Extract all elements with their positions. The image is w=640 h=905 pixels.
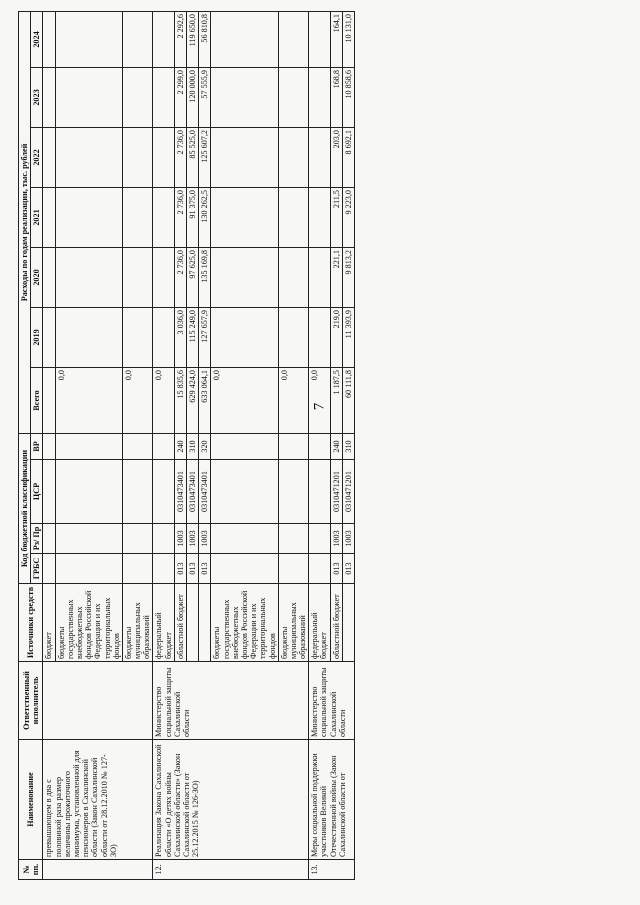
year-amount (122, 127, 153, 187)
year-amount: 2 736,0 (174, 247, 186, 307)
year-amount (55, 247, 122, 307)
year-amount (122, 187, 153, 247)
year-amount (309, 307, 330, 367)
vr-code: 310 (342, 433, 354, 459)
csr-code (278, 460, 309, 524)
header-year: 2022 (31, 127, 43, 187)
year-amount (55, 67, 122, 127)
measure-name: превышающем в два с половиной раза размер величины прожиточного минимума, установленной для пенсионеров в Сахалинской области (Закон Сахалинской области от 28.12.2010 № 127-ЗО) (43, 740, 153, 860)
budget-table (18, 11, 355, 880)
csr-code: 0310473401 (199, 460, 211, 524)
grbs-code: 013 (174, 554, 186, 584)
year-amount (43, 307, 55, 367)
total-amount: 0,0 (309, 367, 330, 433)
executor-name: Министерство социальной защиты Сахалинской области (309, 662, 355, 740)
measure-name: Реализация Закона Сахалинской области «О детях войны Сахалинской области» (Закон Сахалинской области от 25.12.2015 № 126-ЗО) (153, 740, 309, 860)
year-amount (43, 187, 55, 247)
page-number: 7 (311, 402, 328, 411)
vr-code: 240 (330, 433, 342, 459)
header-code-group: Код бюджетной классификации (19, 433, 31, 583)
header-year: 2023 (31, 67, 43, 127)
year-amount (153, 127, 174, 187)
grbs-code (211, 554, 278, 584)
funding-source: областной бюджет (174, 584, 186, 662)
header-sources: Источники средств (19, 584, 43, 662)
header-year: 2021 (31, 187, 43, 247)
vr-code: 240 (174, 433, 186, 459)
csr-code: 0310473401 (187, 460, 199, 524)
year-amount: 85 525,0 (187, 127, 199, 187)
year-amount (278, 187, 309, 247)
grbs-code (55, 554, 122, 584)
funding-source: бюджет (43, 584, 55, 662)
vr-code (122, 433, 153, 459)
year-amount: 97 625,0 (187, 247, 199, 307)
year-amount: 125 607,2 (199, 127, 211, 187)
rz-code: 1003 (342, 524, 354, 554)
year-amount: 168,8 (330, 67, 342, 127)
executor-name: Министерство социальной защиты Сахалинской области (153, 662, 309, 740)
rz-code (211, 524, 278, 554)
year-amount: 221,1 (330, 247, 342, 307)
funding-source: бюджеты муниципальных образований (122, 584, 153, 662)
header-name: Наименование (19, 740, 43, 860)
funding-source: бюджеты государственных внебюджетных фондов Российской Федерации и их территориальных фондов (211, 584, 278, 662)
header-rz: Рз/ Пр (31, 524, 43, 554)
vr-code (55, 433, 122, 459)
header-grbs: ГРБС (31, 554, 43, 584)
year-amount (122, 11, 153, 67)
table-row (153, 11, 174, 879)
total-amount: 60 111,8 (342, 367, 354, 433)
year-amount (43, 127, 55, 187)
csr-code (309, 460, 330, 524)
header-num: № пп. (19, 860, 43, 880)
rz-code (122, 524, 153, 554)
total-amount: 0,0 (278, 367, 309, 433)
header-year: 2024 (31, 11, 43, 67)
vr-code (309, 433, 330, 459)
funding-source: бюджеты муниципальных образований (278, 584, 309, 662)
total-amount (43, 367, 55, 433)
year-amount (278, 67, 309, 127)
year-amount (211, 247, 278, 307)
year-amount (122, 307, 153, 367)
year-amount (309, 67, 330, 127)
year-amount: 9 813,2 (342, 247, 354, 307)
year-amount (309, 11, 330, 67)
total-amount: 0,0 (211, 367, 278, 433)
year-amount (211, 11, 278, 67)
header-year: 2020 (31, 247, 43, 307)
year-amount (278, 307, 309, 367)
rz-code (55, 524, 122, 554)
measure-name: Меры социальной поддержки участников Великой Отечественной войны (Закон Сахалинской области от (309, 740, 355, 860)
header-expenses-group: Расходы по годам реализации, тыс. рублей (19, 11, 31, 433)
executor-name (43, 662, 153, 740)
year-amount: 91 375,0 (187, 187, 199, 247)
vr-code (211, 433, 278, 459)
year-amount (122, 247, 153, 307)
year-amount: 211,5 (330, 187, 342, 247)
header-executor: Ответственный исполнитель (19, 662, 43, 740)
header-vr: ВР (31, 433, 43, 459)
year-amount: 56 810,8 (199, 11, 211, 67)
header-csr: ЦСР (31, 460, 43, 524)
rz-code (153, 524, 174, 554)
csr-code (153, 460, 174, 524)
rz-code: 1003 (187, 524, 199, 554)
year-amount (55, 307, 122, 367)
year-amount (309, 247, 330, 307)
total-amount: 1 187,5 (330, 367, 342, 433)
year-amount (211, 307, 278, 367)
year-amount (153, 247, 174, 307)
table-row (43, 11, 55, 879)
csr-code (211, 460, 278, 524)
year-amount: 164,1 (330, 11, 342, 67)
year-amount (55, 127, 122, 187)
year-amount: 115 249,0 (187, 307, 199, 367)
year-amount: 3 036,0 (174, 307, 186, 367)
year-amount: 9 223,0 (342, 187, 354, 247)
table-row (309, 11, 330, 879)
total-amount: 629 424,0 (187, 367, 199, 433)
year-amount: 10 131,0 (342, 11, 354, 67)
rz-code: 1003 (199, 524, 211, 554)
year-amount: 130 262,5 (199, 187, 211, 247)
vr-code (43, 433, 55, 459)
rz-code: 1003 (174, 524, 186, 554)
year-amount: 119 650,0 (187, 11, 199, 67)
grbs-code (278, 554, 309, 584)
year-amount: 11 393,9 (342, 307, 354, 367)
funding-source (187, 584, 199, 662)
year-amount (211, 67, 278, 127)
grbs-code: 013 (342, 554, 354, 584)
header-year: 2019 (31, 307, 43, 367)
year-amount: 219,0 (330, 307, 342, 367)
year-amount (55, 187, 122, 247)
year-amount (43, 67, 55, 127)
year-amount (55, 11, 122, 67)
csr-code (43, 460, 55, 524)
grbs-code: 013 (187, 554, 199, 584)
rz-code (43, 524, 55, 554)
grbs-code (309, 554, 330, 584)
row-number (43, 860, 153, 880)
year-amount: 127 657,9 (199, 307, 211, 367)
year-amount: 135 169,8 (199, 247, 211, 307)
year-amount: 10 858,6 (342, 67, 354, 127)
year-amount (43, 247, 55, 307)
total-amount: 633 064,1 (199, 367, 211, 433)
csr-code (122, 460, 153, 524)
funding-source: бюджеты государственных внебюджетных фондов Российской Федерации и их территориальных фондов (55, 584, 122, 662)
year-amount: 2 736,0 (174, 187, 186, 247)
year-amount (153, 11, 174, 67)
csr-code (55, 460, 122, 524)
vr-code (153, 433, 174, 459)
csr-code: 0310471201 (342, 460, 354, 524)
csr-code: 0310471201 (330, 460, 342, 524)
row-number: 12. (153, 860, 309, 880)
funding-source: федеральный бюджет (153, 584, 174, 662)
year-amount: 203,0 (330, 127, 342, 187)
total-amount: 0,0 (55, 367, 122, 433)
year-amount (122, 67, 153, 127)
funding-source (199, 584, 211, 662)
rz-code (278, 524, 309, 554)
vr-code: 320 (199, 433, 211, 459)
year-amount (211, 127, 278, 187)
row-number: 13. (309, 860, 355, 880)
year-amount (278, 247, 309, 307)
year-amount (278, 11, 309, 67)
vr-code: 310 (187, 433, 199, 459)
year-amount (153, 307, 174, 367)
budget-table-sheet (18, 12, 626, 880)
year-amount: 57 555,9 (199, 67, 211, 127)
year-amount: 8 692,1 (342, 127, 354, 187)
table-body (43, 11, 355, 879)
funding-source: областной бюджет (330, 584, 342, 662)
total-amount: 0,0 (153, 367, 174, 433)
year-amount: 2 292,6 (174, 11, 186, 67)
year-amount (278, 127, 309, 187)
year-amount: 2 736,0 (174, 127, 186, 187)
grbs-code: 013 (330, 554, 342, 584)
year-amount (153, 67, 174, 127)
year-amount: 2 299,0 (174, 67, 186, 127)
funding-source: федеральный бюджет (309, 584, 330, 662)
total-amount: 15 835,6 (174, 367, 186, 433)
rz-code (309, 524, 330, 554)
grbs-code (43, 554, 55, 584)
csr-code: 0310473401 (174, 460, 186, 524)
grbs-code (122, 554, 153, 584)
year-amount (309, 127, 330, 187)
header-total: Всего (31, 367, 43, 433)
year-amount (43, 11, 55, 67)
year-amount: 120 000,0 (187, 67, 199, 127)
year-amount (153, 187, 174, 247)
rz-code: 1003 (330, 524, 342, 554)
year-amount (309, 187, 330, 247)
grbs-code: 013 (199, 554, 211, 584)
year-amount (211, 187, 278, 247)
vr-code (278, 433, 309, 459)
grbs-code (153, 554, 174, 584)
funding-source (342, 584, 354, 662)
total-amount: 0,0 (122, 367, 153, 433)
